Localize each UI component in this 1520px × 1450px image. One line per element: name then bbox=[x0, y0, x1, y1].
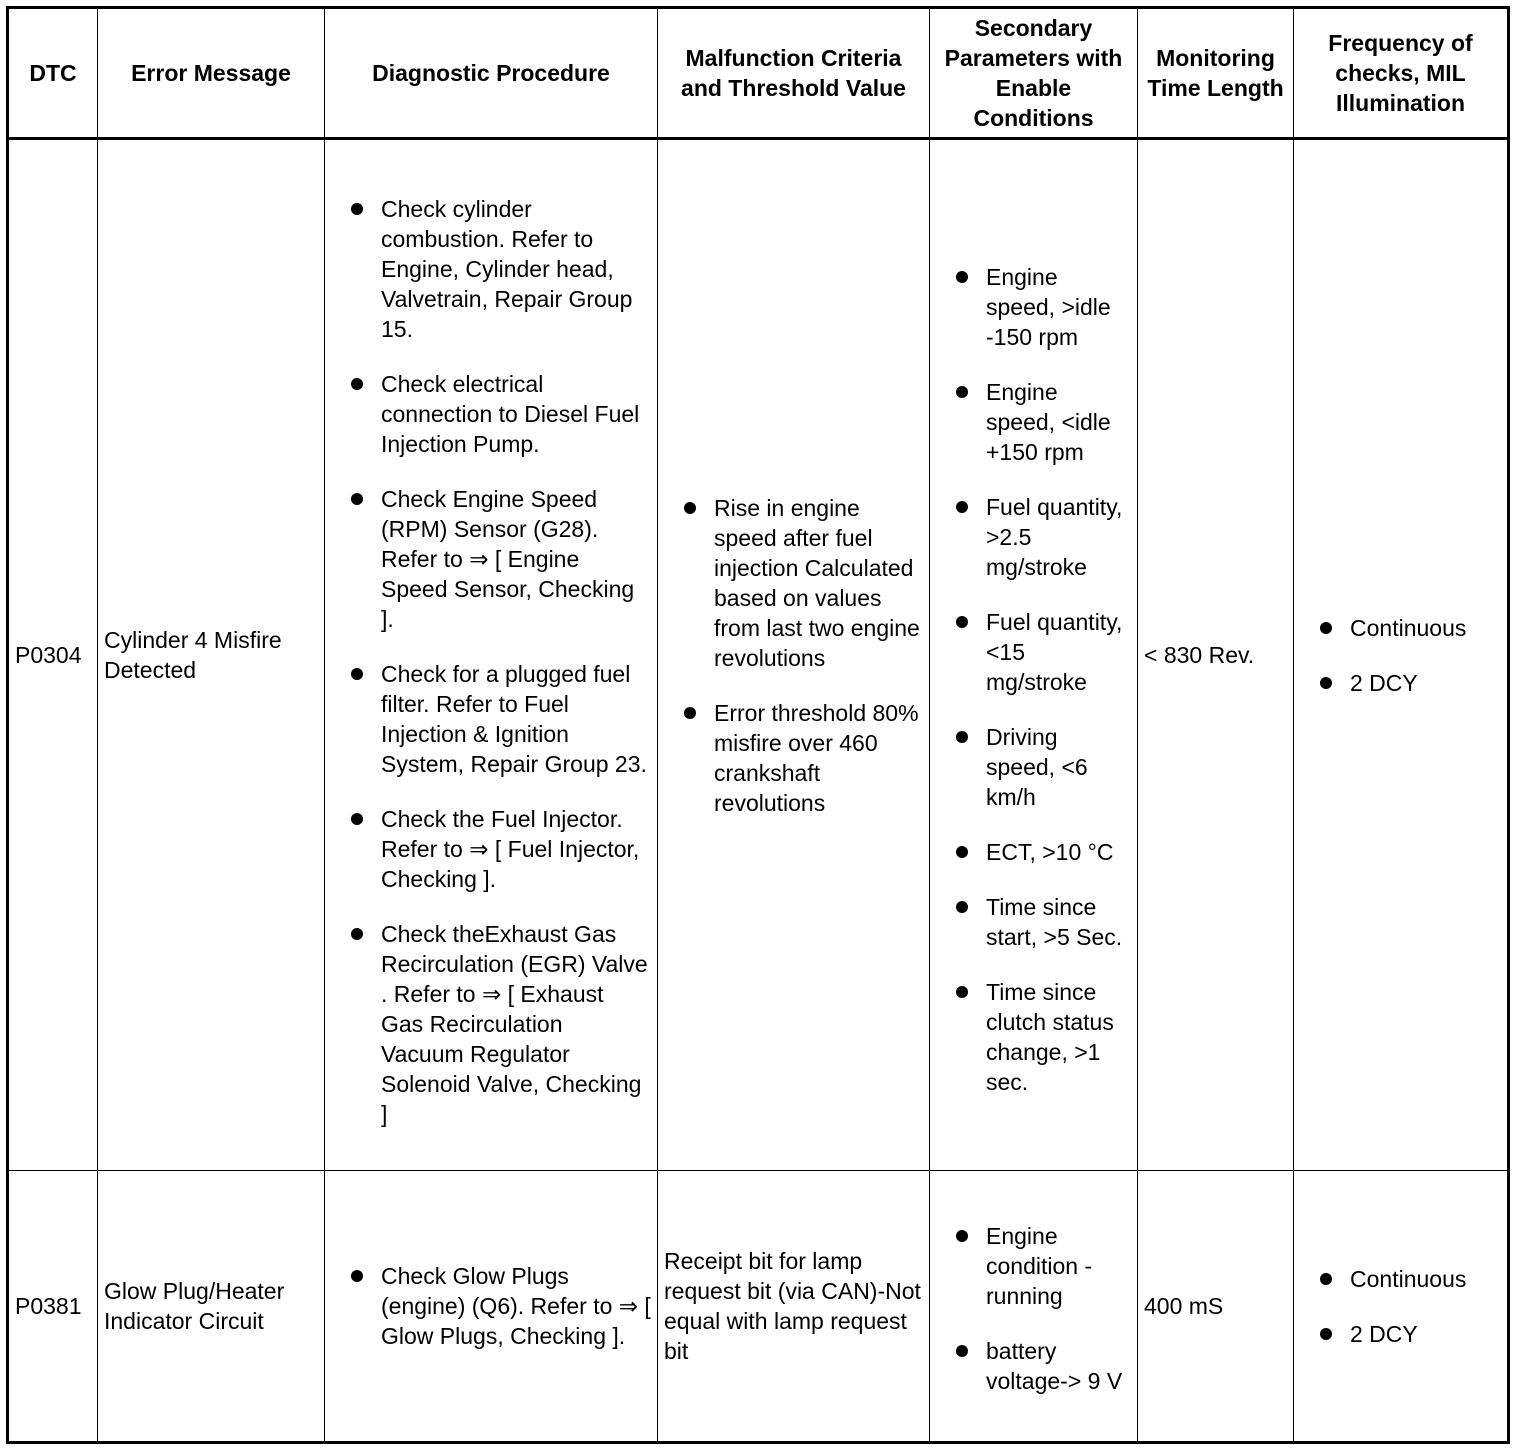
diagnostic-procedure-cell bbox=[325, 1171, 658, 1443]
list-item bbox=[936, 1221, 1131, 1311]
frequency-item: 2 DCY bbox=[1350, 669, 1418, 696]
header-error-message: Error Message bbox=[98, 8, 325, 139]
bullet-icon bbox=[351, 493, 363, 505]
bullet-icon bbox=[956, 846, 968, 858]
procedure-step: Check Glow Plugs (engine) (Q6). Refer to ⇒ [ Glow Plugs, Checking ]. bbox=[381, 1263, 651, 1349]
parameter-item: Fuel quantity, >2.5 mg/stroke bbox=[986, 493, 1123, 580]
procedure-step: Check theExhaust Gas Recirculation (EGR) Valve . Refer to ⇒ [ Exhaust Gas Recirculation Vacuum Regulator Solenoid Valve, Checking ] bbox=[381, 920, 648, 1127]
dtc-code: P0304 bbox=[8, 139, 98, 1171]
bullet-icon bbox=[351, 928, 363, 940]
list-item bbox=[331, 804, 651, 894]
frequency-item: 2 DCY bbox=[1350, 1320, 1418, 1347]
list-item bbox=[936, 377, 1131, 467]
bullet-icon bbox=[1320, 1273, 1332, 1285]
list-item bbox=[331, 194, 651, 344]
bullet-icon bbox=[1320, 1328, 1332, 1340]
criteria-item: Rise in engine speed after fuel injection Calculated based on values from last two engine revolutions bbox=[714, 494, 920, 671]
diagnostic-procedure-list bbox=[331, 1261, 651, 1351]
bullet-icon bbox=[956, 901, 968, 913]
procedure-step: Check Engine Speed (RPM) Sensor (G28). Refer to ⇒ [ Engine Speed Sensor, Checking ]. bbox=[381, 485, 635, 632]
header-frequency: Frequency of checks, MIL Illumination bbox=[1294, 8, 1509, 139]
table-row bbox=[8, 1171, 1509, 1443]
bullet-icon bbox=[956, 731, 968, 743]
frequency-item: Continuous bbox=[1350, 614, 1467, 641]
list-item bbox=[331, 484, 651, 634]
list-item bbox=[1300, 1319, 1501, 1349]
malfunction-criteria: Receipt bit for lamp request bit (via CAN)-Not equal with lamp request bit bbox=[658, 1171, 930, 1443]
list-item bbox=[331, 659, 651, 779]
secondary-parameters-cell bbox=[930, 1171, 1138, 1443]
error-message: Cylinder 4 Misfire Detected bbox=[98, 139, 325, 1171]
procedure-step: Check electrical connection to Diesel Fuel Injection Pump. bbox=[381, 370, 640, 457]
bullet-icon bbox=[956, 386, 968, 398]
parameter-item: battery voltage-> 9 V bbox=[986, 1337, 1123, 1394]
header-monitoring-time: Monitoring Time Length bbox=[1138, 8, 1294, 139]
bullet-icon bbox=[956, 501, 968, 513]
list-item bbox=[1300, 613, 1501, 643]
dtc-code: P0381 bbox=[8, 1171, 98, 1443]
secondary-parameters-list bbox=[936, 1221, 1131, 1396]
list-item bbox=[936, 892, 1131, 952]
list-item bbox=[331, 369, 651, 459]
bullet-icon bbox=[351, 1270, 363, 1282]
list-item bbox=[936, 607, 1131, 697]
header-malfunction-criteria: Malfunction Criteria and Threshold Value bbox=[658, 8, 930, 139]
frequency-item: Continuous bbox=[1350, 1265, 1467, 1292]
bullet-icon bbox=[351, 203, 363, 215]
criteria-item: Error threshold 80% misfire over 460 crankshaft revolutions bbox=[714, 699, 919, 816]
frequency-list bbox=[1300, 1264, 1501, 1349]
bullet-icon bbox=[956, 1230, 968, 1242]
bullet-icon bbox=[351, 378, 363, 390]
error-message: Glow Plug/Heater Indicator Circuit bbox=[98, 1171, 325, 1443]
list-item bbox=[936, 492, 1131, 582]
table-row bbox=[8, 139, 1509, 1171]
list-item bbox=[664, 698, 923, 818]
malfunction-criteria-list bbox=[664, 493, 923, 818]
frequency-cell bbox=[1294, 1171, 1509, 1443]
list-item bbox=[936, 1336, 1131, 1396]
list-item bbox=[1300, 668, 1501, 698]
bullet-icon bbox=[351, 668, 363, 680]
bullet-icon bbox=[684, 502, 696, 514]
list-item bbox=[664, 493, 923, 673]
procedure-step: Check cylinder combustion. Refer to Engine, Cylinder head, Valvetrain, Repair Group 15. bbox=[381, 195, 633, 342]
bullet-icon bbox=[956, 1345, 968, 1357]
parameter-item: Engine condition -running bbox=[986, 1222, 1093, 1309]
procedure-step: Check the Fuel Injector. Refer to ⇒ [ Fuel Injector, Checking ]. bbox=[381, 805, 640, 892]
parameter-item: Time since clutch status change, >1 sec. bbox=[986, 978, 1114, 1095]
header-dtc: DTC bbox=[8, 8, 98, 139]
frequency-list bbox=[1300, 613, 1501, 698]
list-item bbox=[936, 262, 1131, 352]
secondary-parameters-cell bbox=[930, 139, 1138, 1171]
parameter-item: Driving speed, <6 km/h bbox=[986, 723, 1088, 810]
dtc-table bbox=[6, 6, 1510, 1444]
list-item bbox=[936, 837, 1131, 867]
list-item bbox=[1300, 1264, 1501, 1294]
bullet-icon bbox=[956, 986, 968, 998]
parameter-item: ECT, >10 °C bbox=[986, 838, 1114, 865]
secondary-parameters-list bbox=[936, 262, 1131, 1097]
bullet-icon bbox=[684, 707, 696, 719]
diagnostic-procedure-cell bbox=[325, 139, 658, 1171]
bullet-icon bbox=[1320, 622, 1332, 634]
parameter-item: Fuel quantity, <15 mg/stroke bbox=[986, 608, 1123, 695]
bullet-icon bbox=[956, 616, 968, 628]
monitoring-time: < 830 Rev. bbox=[1138, 139, 1294, 1171]
parameter-item: Engine speed, >idle -150 rpm bbox=[986, 263, 1111, 350]
diagnostic-procedure-list bbox=[331, 194, 651, 1129]
list-item bbox=[936, 977, 1131, 1097]
parameter-item: Time since start, >5 Sec. bbox=[986, 893, 1123, 950]
list-item bbox=[331, 919, 651, 1129]
list-item bbox=[331, 1261, 651, 1351]
bullet-icon bbox=[1320, 677, 1332, 689]
header-diagnostic-procedure: Diagnostic Procedure bbox=[325, 8, 658, 139]
frequency-cell bbox=[1294, 139, 1509, 1171]
header-secondary-parameters: Secondary Parameters with Enable Conditions bbox=[930, 8, 1138, 139]
monitoring-time: 400 mS bbox=[1138, 1171, 1294, 1443]
bullet-icon bbox=[351, 813, 363, 825]
bullet-icon bbox=[956, 271, 968, 283]
procedure-step: Check for a plugged fuel filter. Refer to Fuel Injection & Ignition System, Repair Group 23. bbox=[381, 660, 647, 777]
header-row bbox=[8, 8, 1509, 139]
parameter-item: Engine speed, <idle +150 rpm bbox=[986, 378, 1111, 465]
malfunction-criteria-cell bbox=[658, 139, 930, 1171]
list-item bbox=[936, 722, 1131, 812]
